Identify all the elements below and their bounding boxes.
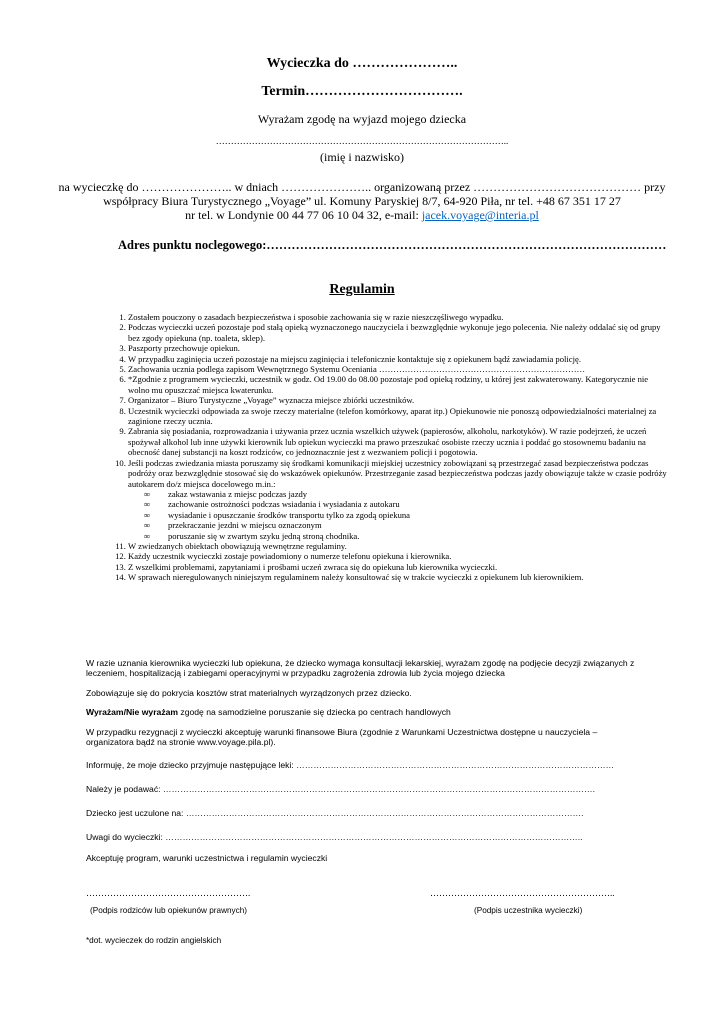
allergy-field: Dziecko jest uczulone na: …………………………………………………………………………………………………………………………. [86, 808, 584, 818]
rule-item: 5. Zachowania ucznia podlega zapisom Wewnętrznego Systemu Oceniania ……………………………………………………………… [128, 364, 668, 374]
remarks-field: Uwagi do wycieczki: ……………………………………………………………………………………………………………………………….. [86, 832, 583, 842]
participant-signature-caption: (Podpis uczestnika wycieczki) [474, 906, 583, 915]
sub-rule-item: ∞ poruszanie się w zwartym szyku jedną stroną chodnika. [168, 531, 668, 541]
shopping-consent-option: Wyrażam/Nie wyrażam [86, 707, 179, 717]
trip-details-line-2: współpracy Biura Turystycznego „Voyage” ul. Komuny Paryskiej 8/7, 64-920 Piła, nr tel. +48 67 351 17 27 [103, 194, 621, 208]
name-caption: (imię i nazwisko) [320, 150, 404, 164]
sub-rule-item: ∞ wysiadanie i opuszczanie środków transportu tylko za zgodą opiekuna [168, 510, 668, 520]
rule-item: 7. Organizator – Biuro Turystyczne „Voyage” wyznacza miejsce zbiórki uczestników. [128, 395, 668, 405]
costs-paragraph: Zobowiązuje się do pokrycia kosztów strat materialnych wyrządzonych przez dziecko. [86, 688, 412, 698]
rule-10-sublist [128, 489, 668, 541]
medical-consent-paragraph: W razie uznania kierownika wycieczki lub opiekuna, że dziecko wymaga konsultacji lekarskiej, wyrażam zgodę na podjęcie decyzji związanych z leczeniem, hospitalizacją i zabiegami operacyjnymi w przypadku zagrożenia zdrowia lub życia mojego dziecka [86, 658, 635, 679]
email-link[interactable]: jacek.voyage@interia.pl [421, 208, 539, 222]
acceptance-text: Akceptuję program, warunki uczestnictwa i regulamin wycieczki [86, 853, 328, 863]
rule-item: 9. Zabrania się posiadania, rozprowadzania i używania przez ucznia wszelkich używek (papierosów, alkoholu, narkotyków). W razie podejrzeń, że uczeń spożywał alkohol lub inne używki kierownik lub opiekun wycieczki ma prawo przeszukać osobiste rzeczy ucznia i poddać go stosownemu badaniu na obecność danej substancji na koszt rodziców, co jednoznacznie jest z wezwaniem policji i pogotowia. [128, 426, 668, 457]
trip-destination-title: Wycieczka do ………………….. [266, 56, 458, 71]
dosage-field: Należy je podawać: ……………………………………………………………………………………………………………………………………. [86, 784, 595, 794]
sub-rule-item: ∞ zakaz wstawania z miejsc podczas jazdy [168, 489, 668, 499]
rule-item: 1. Zostałem pouczony o zasadach bezpieczeństwa i sposobie zachowania się w razie nieszczęśliwego wypadku. [128, 312, 668, 322]
rule-item: 4. W przypadku zaginięcia uczeń pozostaje na miejscu zaginięcia i telefonicznie kontaktuje się z opiekunem bądź zawiadamia policję. [128, 354, 668, 364]
rule-item: 3. Paszporty przechowuje opiekun. [128, 343, 668, 353]
rule-10-text: Jeśli podczas zwiedzania miasta poruszamy się środkami komunikacji miejskiej uczestnicy zobowiązani są przestrzegać zasad bezpieczeństwa podczas podróży oraz bezwzględnie stosować się do wskazówek opiekunów. Przestrzeganie zasad bezpieczeństwa podczas jazdy obowiązuje także w czasie podróży autokarem do/z miejsca docelowego m.in.: [128, 457, 667, 489]
sub-rule-item: ∞ zachowanie ostrożności podczas wsiadania i wysiadania z autokaru [168, 499, 668, 509]
rule-item: 6. *Zgodnie z programem wycieczki, uczestnik w godz. Od 19.00 do 08.00 pozostaje pod opieką rodziny, u której jest zakwaterowany. Kategorycznie nie wolno mu opuszczać miejsca kwaterunku. [128, 374, 668, 395]
parent-signature-caption: (Podpis rodziców lub opiekunów prawnych) [90, 906, 248, 915]
shopping-consent-paragraph [86, 707, 646, 717]
rule-item: 12. Każdy uczestnik wycieczki zostaje powiadomiony o numerze telefonu opiekuna i kierownika. [128, 551, 668, 561]
medications-field: Informuję, że moje dziecko przyjmuje następujące leki: ………………………………………………………………………………………………… [86, 760, 615, 770]
sub-rule-item: ∞ przekraczanie jezdni w miejscu oznaczonym [168, 520, 668, 530]
rule-item-10 [128, 458, 668, 541]
footnote: *dot. wycieczek do rodzin angielskich [86, 936, 222, 945]
phone-text: nr tel. w Londynie 00 44 77 06 10 04 32, e-mail: [185, 208, 422, 222]
trip-details-line-1: na wycieczkę do ………………….. w dniach ………………….. organizowaną przez …………………………………… przy [58, 180, 666, 194]
trip-details-line-3 [0, 208, 724, 223]
parent-signature-line: ………………………………………………. [86, 888, 251, 898]
resignation-paragraph: W przypadku rezygnacji z wycieczki akceptuję warunki finansowe Biura (zgodnie z Warunkami Uczestnictwa dostępne u nauczyciela – organizatora bądź na stronie www.voyage.pila.pl). [86, 727, 598, 748]
consent-text: Wyrażam zgodę na wyjazd mojego dziecka [257, 112, 467, 126]
trip-date-title: Termin……………………………. [261, 84, 463, 99]
rule-item: 2. Podczas wycieczki uczeń pozostaje pod stałą opieką wyznaczonego nauczyciela i bezwzględnie wykonuje jego polecenia. Nie należy oddalać się od grupy bez zgody opiekuna (np. toaleta, sklep). [128, 322, 668, 343]
participant-signature-line: …………………………………………………….. [430, 888, 615, 898]
name-line: …………………………………………………………………………………….. [215, 136, 509, 146]
rule-item: 11. W zwiedzanych obiektach obowiązują wewnętrzne regulaminy. [128, 541, 668, 551]
shopping-consent-text: zgodę na samodzielne poruszanie się dziecka po centrach handlowych [178, 707, 451, 717]
rule-item: 14. W sprawach nieregulowanych niniejszym regulaminem należy konsultować się w trakcie wycieczki z opiekunem lub kierownikiem. [128, 572, 668, 582]
rule-item: 13. Z wszelkimi problemami, zapytaniami i prośbami uczeń zwraca się do opiekuna lub kierownika wycieczki. [128, 562, 668, 572]
accommodation-address-label: Adres punktu noclegowego:…………………………………………………………………………………… [118, 238, 667, 252]
rule-item: 8. Uczestnik wycieczki odpowiada za swoje rzeczy materialne (telefon komórkowy, aparat itp.) Opiekunowie nie ponoszą odpowiedzialności materialnej za zaginione rzeczy ucznia. [128, 406, 668, 427]
regulamin-title: Regulamin [329, 282, 395, 297]
rules-list [104, 312, 668, 583]
